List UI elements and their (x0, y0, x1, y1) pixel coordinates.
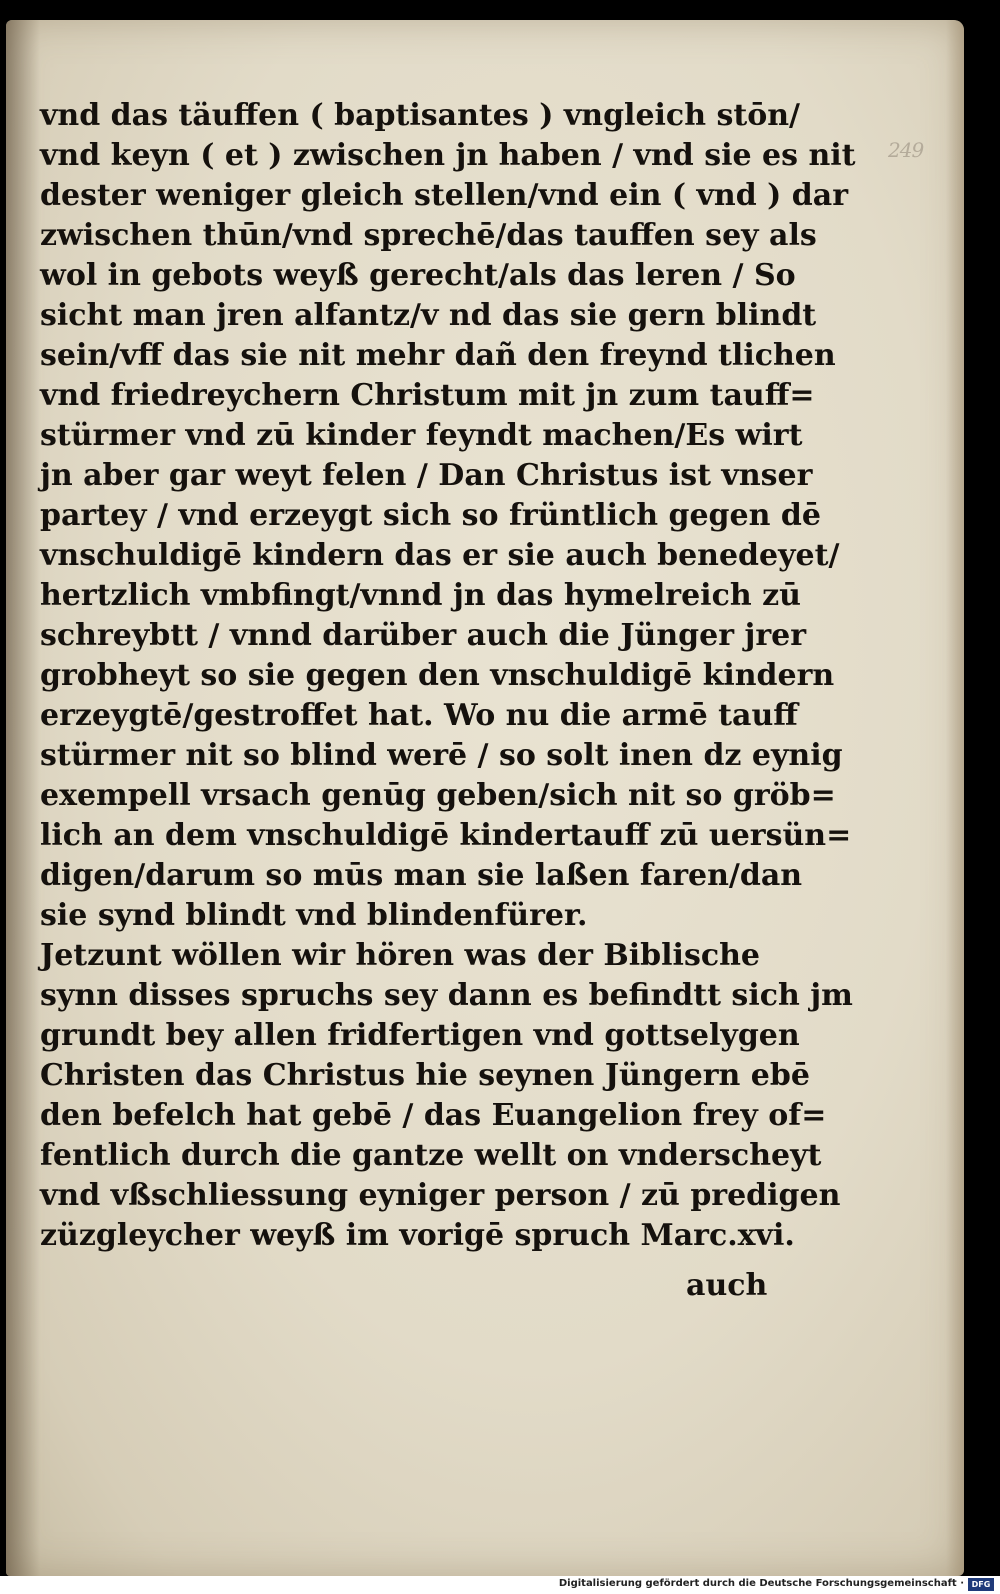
dfg-logo-icon: DFG (968, 1578, 994, 1591)
text-line: wol in gebots weyß gerecht/als das leren / So (40, 258, 796, 293)
text-line: sie synd blindt vnd blindenfürer. (40, 898, 588, 933)
footer-bar (0, 1576, 1000, 1594)
text-line: fentlich durch die gantze wellt on vnderscheyt (40, 1138, 822, 1173)
folio-number: 249 (888, 138, 924, 162)
text-line: züzgleycher weyß im vorigē spruch Marc.xvi. (40, 1218, 795, 1253)
text-line: hertzlich vmbfingt/vnnd jn das hymelreich zū (40, 578, 801, 613)
text-line: vnschuldigē kindern das er sie auch benedeyet/ (40, 538, 840, 573)
text-line: Christen das Christus hie seynen Jüngern ebē (40, 1058, 810, 1093)
funding-credit: Digitalisierung gefördert durch die Deutsche Forschungsgemeinschaft · (558, 1578, 964, 1589)
text-line: vnd friedreychern Christum mit jn zum tauff= (40, 378, 815, 413)
text-line: sein/vff das sie nit mehr dañ den freynd tlichen (40, 338, 836, 373)
text-line: Jetzunt wöllen wir hören was der Biblische (40, 938, 760, 973)
text-line: den befelch hat gebē / das Euangelion frey of= (40, 1098, 827, 1133)
text-line: vnd das täuffen ( baptisantes ) vngleich stōn/ (40, 98, 800, 133)
text-line: digen/darum so mūs man sie laßen faren/dan (40, 858, 803, 893)
text-line: grundt bey allen fridfertigen vnd gottselygen (40, 1018, 800, 1053)
text-line: lich an dem vnschuldigē kindertauff zū uersün= (40, 818, 852, 853)
text-line: exempell vrsach genūg geben/sich nit so gröb= (40, 778, 836, 813)
text-line: jn aber gar weyt felen / Dan Christus ist vnser (40, 458, 813, 493)
text-line: zwischen thūn/vnd sprechē/das tauffen sey als (40, 218, 817, 253)
text-line: synn disses spruchs sey dann es befindtt sich jm (40, 978, 853, 1013)
text-line: stürmer nit so blind werē / so solt inen dz eynig (40, 738, 843, 773)
text-line: dester weniger gleich stellen/vnd ein ( vnd ) dar (40, 178, 849, 213)
body-text (40, 96, 856, 1256)
text-line: stürmer vnd zū kinder feyndt machen/Es wirt (40, 418, 803, 453)
catchword: auch (686, 1268, 768, 1303)
text-line: erzeygtē/gestroffet hat. Wo nu die armē tauff (40, 698, 798, 733)
page-edge (946, 20, 964, 1576)
text-line: vnd vßschliessung eyniger person / zū predigen (40, 1178, 841, 1213)
text-line: vnd keyn ( et ) zwischen jn haben / vnd sie es nit (40, 138, 856, 173)
text-line: partey / vnd erzeygt sich so früntlich gegen dē (40, 498, 821, 533)
text-line: sicht man jren alfantz/v nd das sie gern blindt (40, 298, 817, 333)
gutter-shadow (6, 20, 40, 1576)
text-line: schreybtt / vnnd darüber auch die Jünger jrer (40, 618, 807, 653)
text-line: grobheyt so sie gegen den vnschuldigē kindern (40, 658, 835, 693)
